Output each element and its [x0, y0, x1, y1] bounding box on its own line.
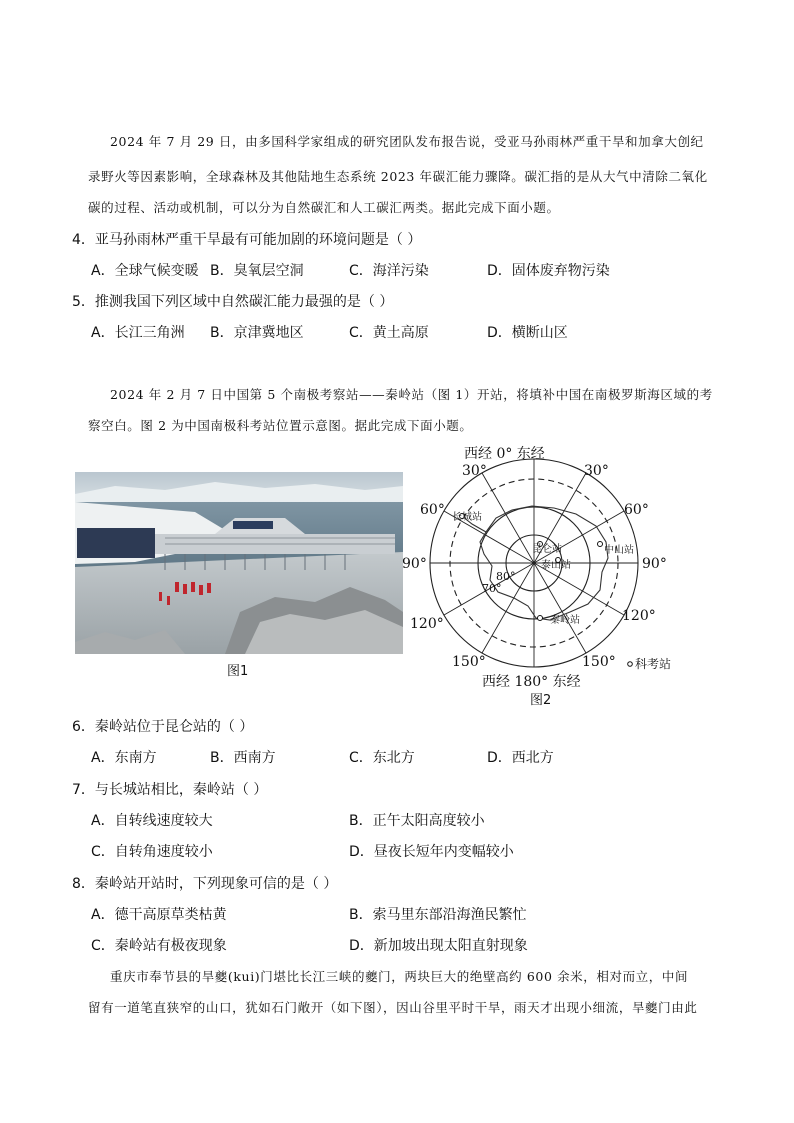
question-7-option-c[interactable]: C．自转角速度较小 — [91, 844, 213, 860]
changcheng-station-label: 长城站 — [452, 512, 482, 523]
kunlun-station-label: 昆仑站 — [532, 544, 562, 555]
lon-150-left-label: 150° — [452, 654, 486, 670]
question-7-option-b[interactable]: B．正午太阳高度较小 — [349, 813, 485, 829]
taishan-station-label: 泰山站 — [541, 560, 571, 571]
question-5-option-c[interactable]: C．黄土高原 — [349, 325, 429, 341]
lon-90-right-label: 90° — [642, 556, 667, 572]
qinling-station-label: 秦岭站 — [550, 615, 580, 626]
question-8-option-b[interactable]: B．索马里东部沿海渔民繁忙 — [349, 907, 527, 923]
figure2-caption: 图2 — [530, 693, 552, 708]
lon-120-left-label: 120° — [410, 616, 444, 632]
question-7-option-a[interactable]: A．自转线速度较大 — [91, 813, 213, 829]
bottom-longitude-label: 西经 180° 东经 — [482, 674, 581, 690]
figure1-caption: 图1 — [227, 664, 249, 679]
zhongshan-station-marker — [598, 542, 603, 547]
question-4-option-b[interactable]: B．臭氧层空洞 — [210, 263, 304, 279]
lon-90-left-label: 90° — [402, 556, 427, 572]
figure1-photo — [75, 472, 403, 654]
question-6-option-b[interactable]: B．西南方 — [210, 750, 276, 766]
lon-30-left-label: 30° — [462, 463, 487, 479]
lon-120-right-label: 120° — [622, 608, 656, 624]
question-6-option-c[interactable]: C．东北方 — [349, 750, 415, 766]
passage1-line3: 碳的过程、活动或机制，可以分为自然碳汇和人工碳汇两类。据此完成下面小题。 — [88, 200, 560, 215]
question-8-option-a[interactable]: A．德干高原草类枯黄 — [91, 907, 227, 923]
lon-150-right-label: 150° — [582, 654, 616, 670]
question-6-stem: 6．秦岭站位于昆仑站的（ ） — [72, 719, 254, 735]
zhongshan-station-label: 中山站 — [604, 545, 634, 556]
figure2-polar-map — [400, 440, 700, 710]
question-5-option-a[interactable]: A．长江三角洲 — [91, 325, 185, 341]
question-8-option-c[interactable]: C．秦岭站有极夜现象 — [91, 938, 227, 954]
passage2-line2: 察空白。图 2 为中国南极科考站位置示意图。据此完成下面小题。 — [88, 418, 473, 433]
lat-70-label: 70° — [482, 582, 502, 595]
top-longitude-label: 西经 0° 东经 — [464, 446, 545, 462]
question-5-option-b[interactable]: B．京津冀地区 — [210, 325, 304, 341]
qinling-station-marker — [538, 616, 543, 621]
lon-60-left-label: 60° — [420, 502, 445, 518]
question-8-option-d[interactable]: D．新加坡出现太阳直射现象 — [349, 938, 528, 954]
question-4-option-c[interactable]: C．海洋污染 — [349, 263, 429, 279]
passage3-line1: 重庆市奉节县的旱夔(kui)门堪比长江三峡的夔门，两块巨大的绝壁高约 600 余米，相对而立，中间 — [110, 969, 689, 984]
passage1-line1: 2024 年 7 月 29 日，由多国科学家组成的研究团队发布报告说，受亚马孙雨林严重干旱和加拿大创纪 — [110, 134, 704, 149]
question-4-stem: 4．亚马孙雨林严重干旱最有可能加剧的环境问题是（ ） — [72, 232, 422, 248]
question-7-option-d[interactable]: D．昼夜长短年内变幅较小 — [349, 844, 514, 860]
question-4-option-a[interactable]: A．全球气候变暖 — [91, 263, 199, 279]
question-4-option-d[interactable]: D．固体废弃物污染 — [487, 263, 610, 279]
passage2-line1: 2024 年 2 月 7 日中国第 5 个南极考察站——秦岭站（图 1）开站，将填补中国在南极罗斯海区域的考 — [110, 387, 713, 402]
lon-30-right-label: 30° — [584, 463, 609, 479]
question-8-stem: 8．秦岭站开站时，下列现象可信的是（ ） — [72, 876, 338, 892]
question-6-option-d[interactable]: D．西北方 — [487, 750, 554, 766]
question-5-option-d[interactable]: D．横断山区 — [487, 325, 568, 341]
legend-station-label: 科考站 — [635, 657, 672, 671]
lat-80-label: 80° — [496, 570, 516, 583]
question-6-option-a[interactable]: A．东南方 — [91, 750, 157, 766]
question-7-stem: 7．与长城站相比，秦岭站（ ） — [72, 782, 268, 798]
passage1-line2: 录野火等因素影响，全球森林及其他陆地生态系统 2023 年碳汇能力骤降。碳汇指的是从大气中清除二氧化 — [88, 169, 708, 184]
passage3-line2: 留有一道笔直狭窄的山口，犹如石门敞开（如下图），因山谷里平时干旱，雨天才出现小细流，旱夔门由此 — [88, 1000, 698, 1015]
lon-60-right-label: 60° — [624, 502, 649, 518]
legend-station-marker — [628, 662, 633, 667]
question-5-stem: 5．推测我国下列区域中自然碳汇能力最强的是（ ） — [72, 294, 394, 310]
qinling-station-photo — [75, 472, 403, 654]
